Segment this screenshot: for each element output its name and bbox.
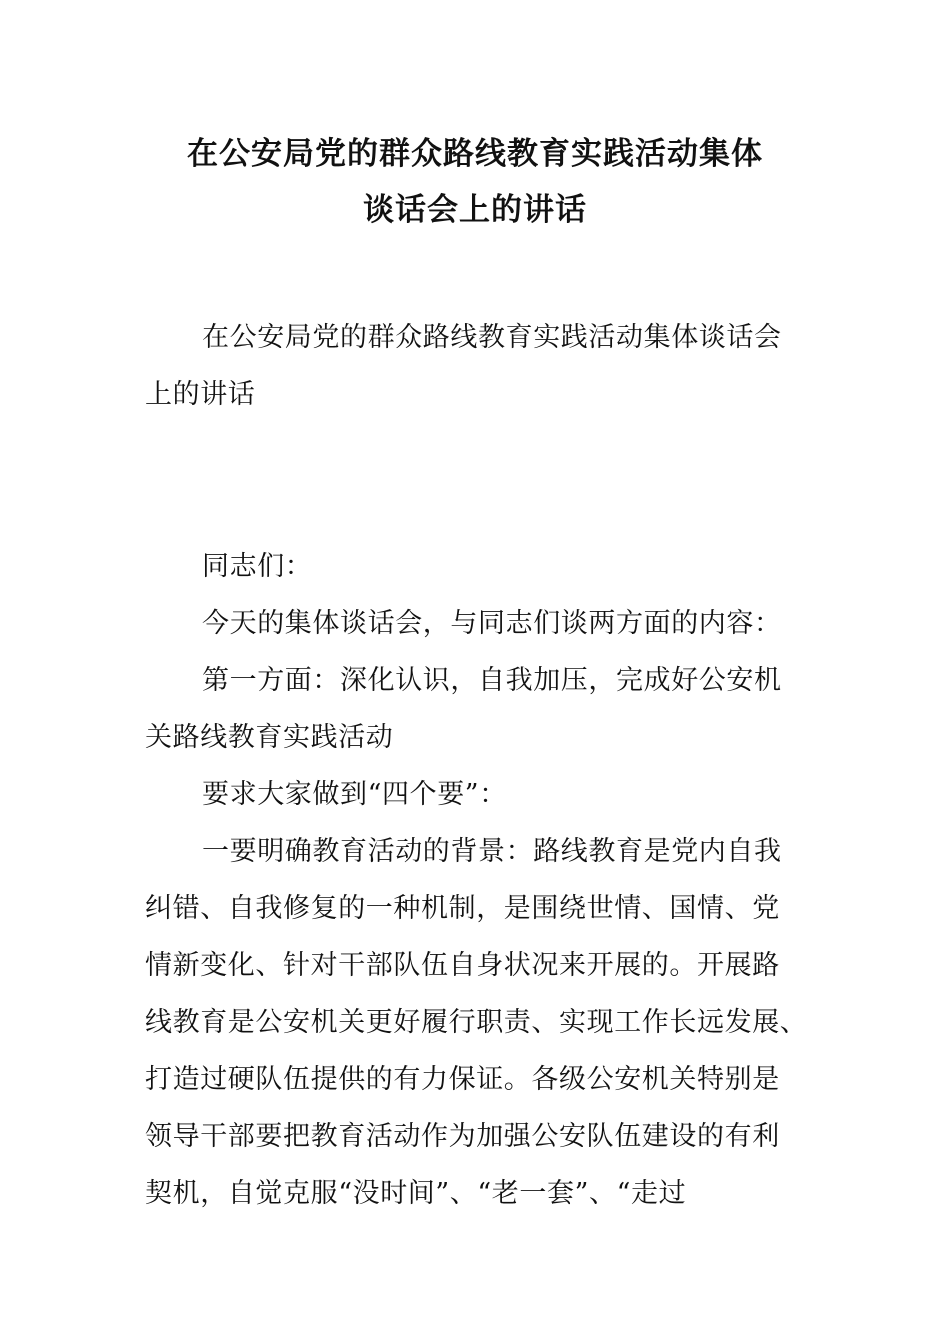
paragraph-line: 今天的集体谈话会，与同志们谈两方面的内容： (202, 608, 782, 639)
paragraph-line: 领导干部要把教育活动作为加强公安队伍建设的有利 (145, 1121, 780, 1152)
document-title-line-1: 在公安局党的群众路线教育实践活动集体 (187, 136, 763, 172)
paragraph-line: 线教育是公安机关更好履行职责、实现工作长远发展、 (145, 1007, 808, 1038)
paragraph-line: 纠错、自我修复的一种机制，是围绕世情、国情、党 (145, 893, 780, 924)
paragraph-line: 要求大家做到“四个要”： (202, 779, 507, 810)
paragraph-line: 关路线教育实践活动 (145, 722, 394, 753)
paragraph-line: 情新变化、针对干部队伍自身状况来开展的。开展路 (145, 950, 780, 981)
paragraph-line: 契机，自觉克服“没时间”、“老一套”、“走过 (145, 1178, 687, 1209)
paragraph-line: 打造过硬队伍提供的有力保证。各级公安机关特别是 (145, 1064, 780, 1095)
salutation: 同志们： (202, 551, 313, 582)
subtitle-line-2: 上的讲话 (145, 379, 256, 410)
subtitle-line-1: 在公安局党的群众路线教育实践活动集体谈话会 (202, 322, 782, 353)
paragraph-line: 一要明确教育活动的背景：路线教育是党内自我 (202, 836, 782, 867)
document-title-line-2: 谈话会上的讲话 (363, 192, 587, 228)
paragraph-line: 第一方面：深化认识，自我加压，完成好公安机 (202, 665, 782, 696)
